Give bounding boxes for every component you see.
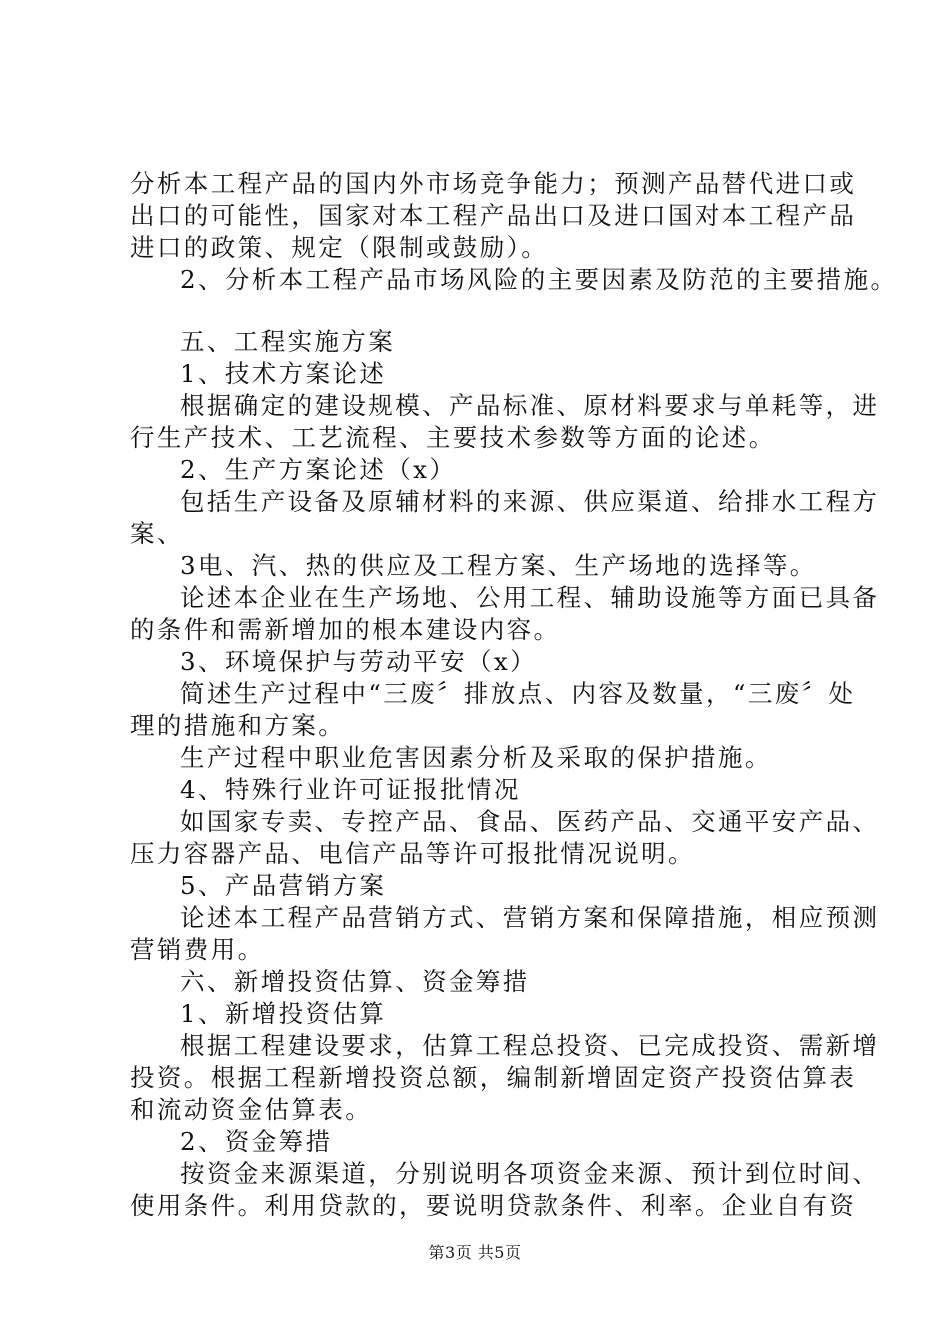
- subsection-heading: 1、新增投资估算: [180, 999, 387, 1028]
- text-line: 2、分析本工程产品市场风险的主要因素及防范的主要措施。: [180, 265, 898, 294]
- text-line: 出口的可能性，国家对本工程产品出口及进口国对本工程产品: [130, 201, 857, 230]
- text-line: 进口的政策、规定（限制或鼓励）。: [130, 233, 549, 262]
- subsection-heading: 3、环境保护与劳动平安（x）: [180, 647, 538, 676]
- text-line: 分析本工程产品的国内外市场竞争能力；预测产品替代进口或: [130, 169, 857, 198]
- section-heading: 六、新增投资估算、资金筹措: [180, 967, 530, 996]
- text-line: 简述生产过程中“三废〞排放点、内容及数量，“三废〞处: [180, 679, 856, 708]
- paragraph-gap: [130, 296, 850, 326]
- text-line: 生产过程中职业危害因素分析及采取的保护措施。: [180, 743, 772, 772]
- text-line: 案、: [130, 519, 184, 548]
- section-heading: 五、工程实施方案: [180, 327, 396, 356]
- text-line: 压力容器产品、电信产品等许可报批情况说明。: [130, 839, 695, 868]
- text-line: 的条件和需新增加的根本建设内容。: [130, 615, 561, 644]
- text-line: 使用条件。利用贷款的，要说明贷款条件、利率。企业自有资: [130, 1191, 857, 1220]
- text-line: 论述本工程产品营销方式、营销方案和保障措施，相应预测: [180, 903, 880, 932]
- subsection-heading: 5、产品营销方案: [180, 871, 387, 900]
- text-line: 行生产技术、工艺流程、主要技术参数等方面的论述。: [130, 423, 776, 452]
- text-line: 如国家专卖、专控产品、食品、医药产品、交通平安产品、: [180, 807, 880, 836]
- subsection-heading: 4、特殊行业许可证报批情况: [180, 775, 521, 804]
- text-line: 营销费用。: [130, 935, 265, 964]
- text-line: 3电、汽、热的供应及工程方案、生产场地的选择等。: [180, 551, 817, 580]
- text-line: 根据工程建设要求，估算工程总投资、已完成投资、需新增: [180, 1031, 880, 1060]
- subsection-heading: 2、生产方案论述（x）: [180, 455, 457, 484]
- text-line: 和流动资金估算表。: [130, 1095, 373, 1124]
- text-line: 包括生产设备及原辅材料的来源、供应渠道、给排水工程方: [180, 487, 880, 516]
- text-line: 理的措施和方案。: [130, 711, 346, 740]
- document-body: [130, 168, 898, 1222]
- text-line: 投资。根据工程新增投资总额，编制新增固定资产投资估算表: [130, 1063, 857, 1092]
- page-number-footer: 第3页 共5页: [428, 1243, 522, 1262]
- text-line: 根据确定的建设规模、产品标准、原材料要求与单耗等，进: [180, 391, 880, 420]
- subsection-heading: 1、技术方案论述: [180, 359, 387, 388]
- subsection-heading: 2、资金筹措: [180, 1127, 333, 1156]
- text-line: 论述本企业在生产场地、公用工程、辅助设施等方面已具备: [180, 583, 880, 612]
- text-line: 按资金来源渠道，分别说明各项资金来源、预计到位时间、: [180, 1159, 880, 1188]
